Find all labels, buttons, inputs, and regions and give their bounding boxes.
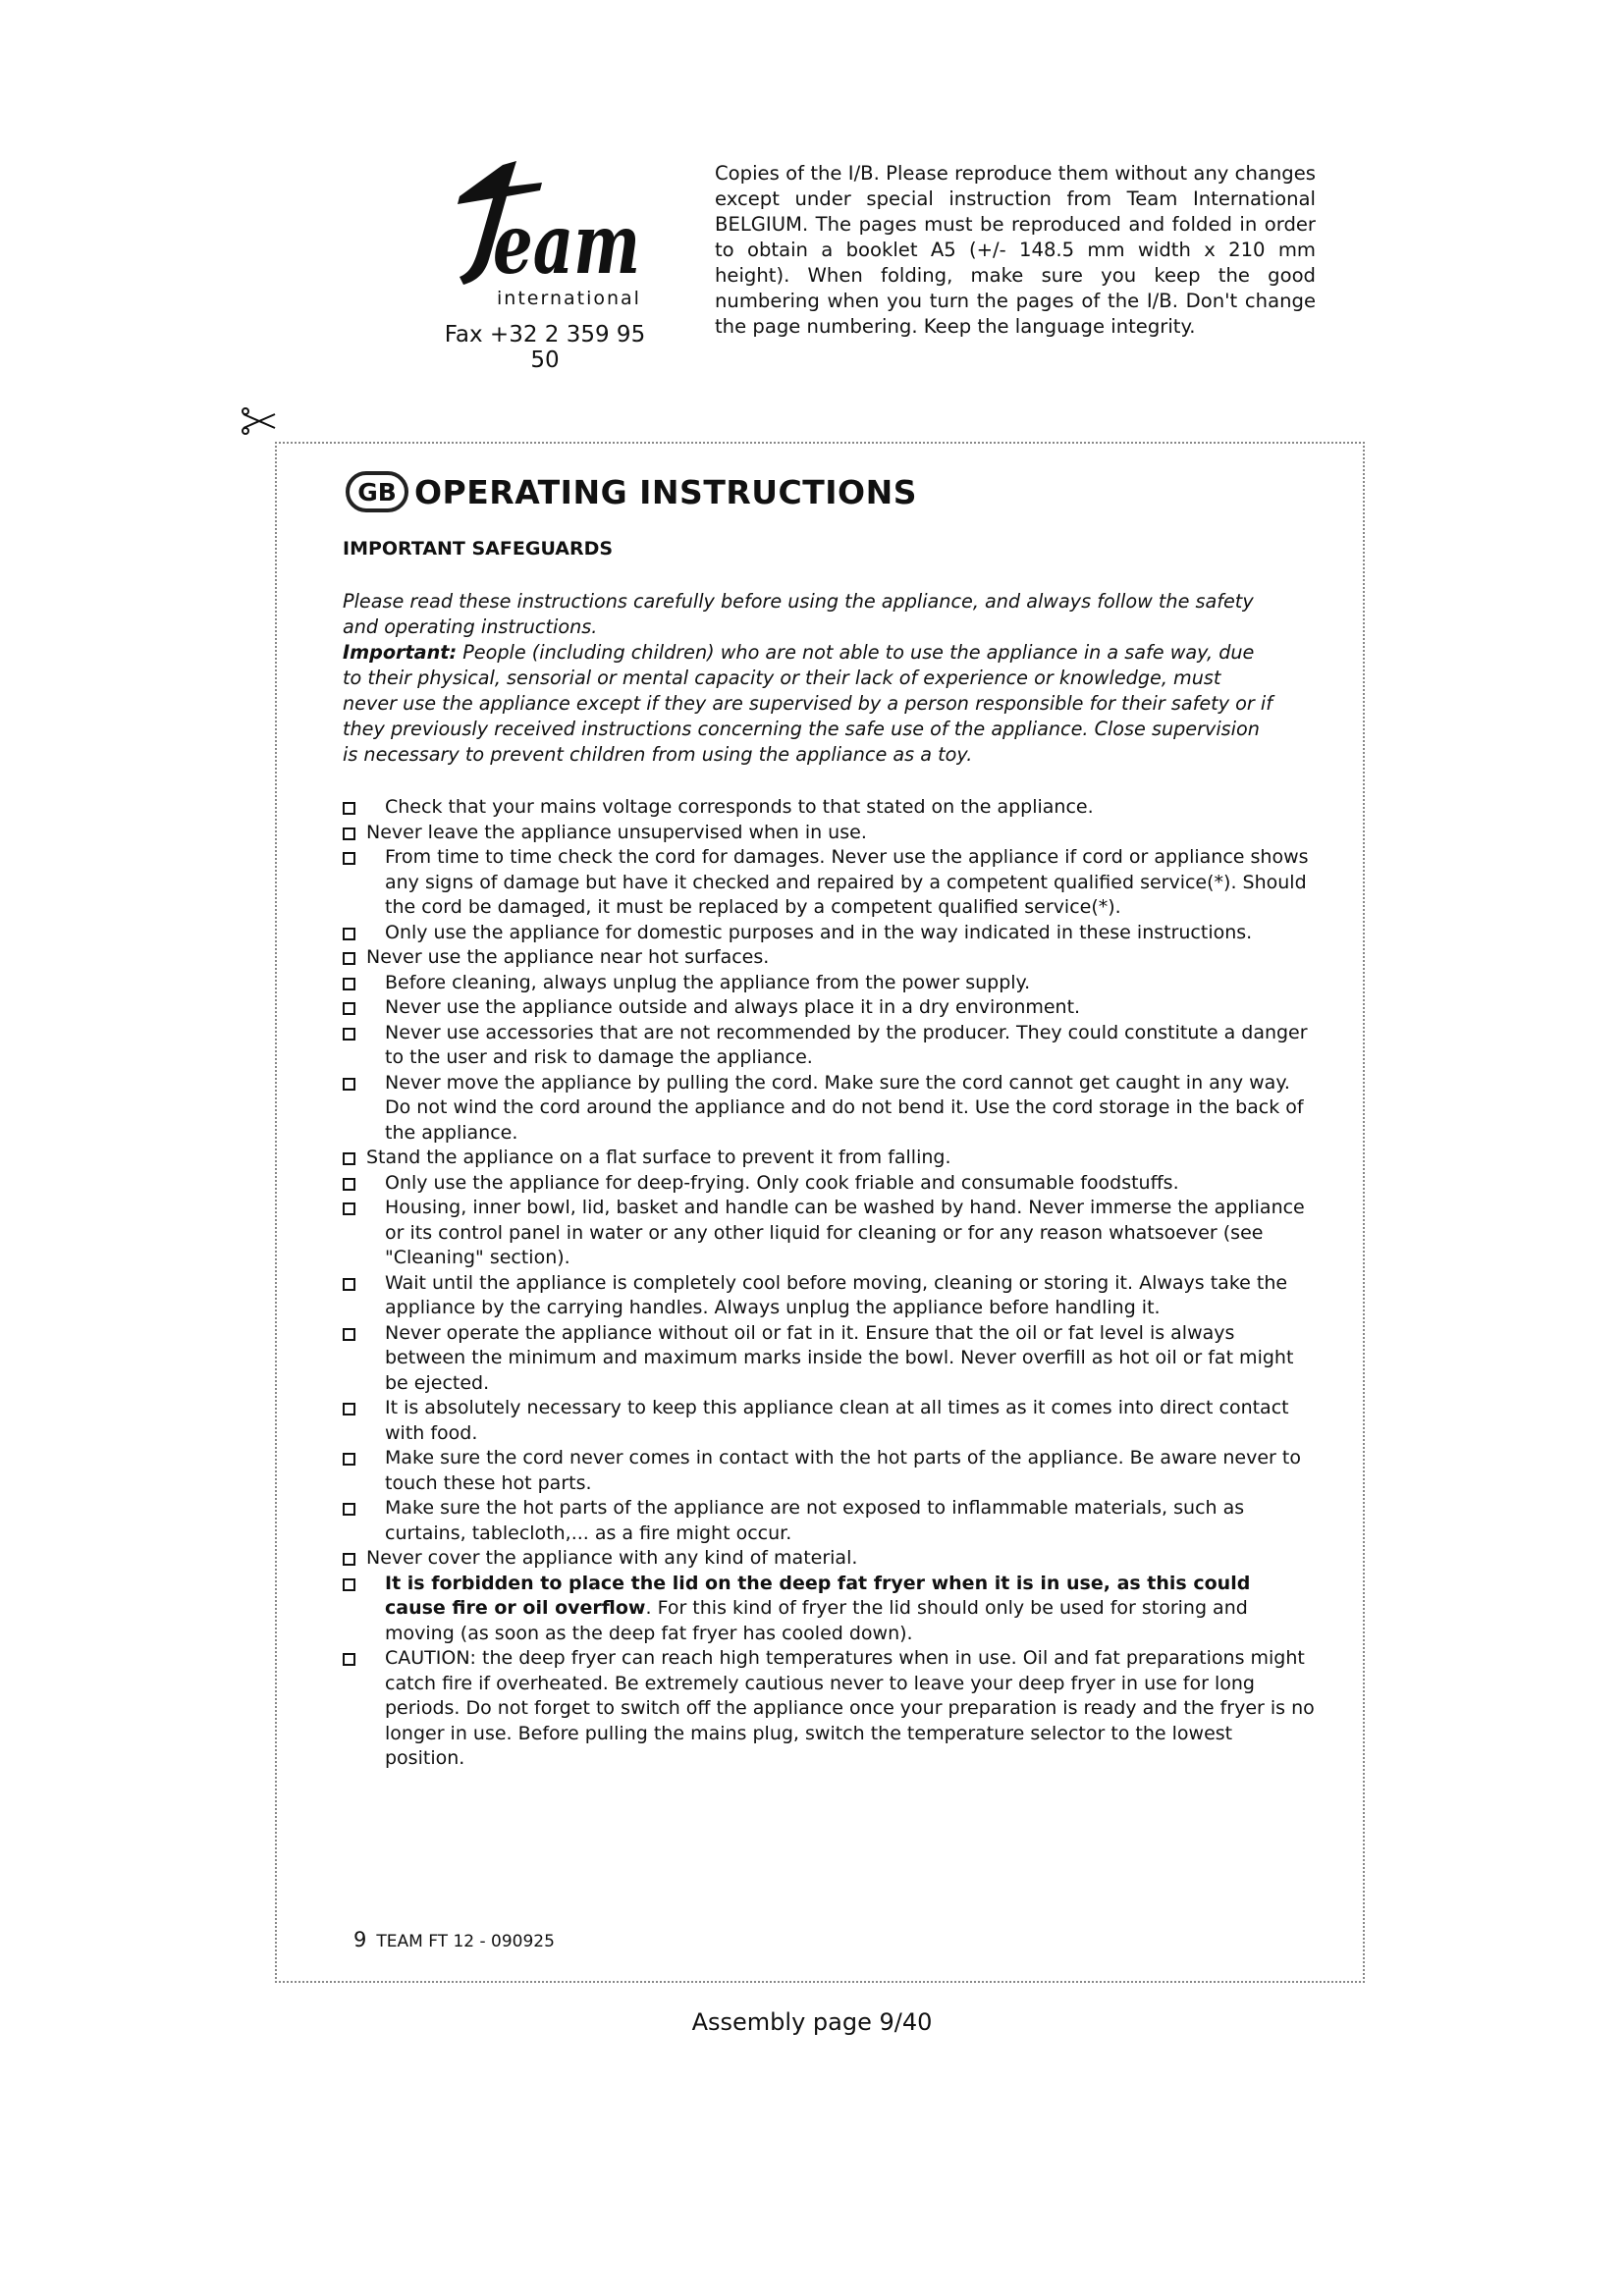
checkbox-bullet-icon xyxy=(343,1553,355,1566)
checkbox-bullet-icon xyxy=(343,1202,355,1215)
checkbox-bullet-icon xyxy=(343,802,355,815)
copies-note: Copies of the I/B. Please reproduce them without any changes except under special instruction from Team International BELGIUM. The pages must be reproduced and folded in order to obtain a booklet A5 (+/- 148.5 mm width x 210 mm height). When folding, make sure you keep the good numbering when you turn the pages of the I/B. Don't change the page numbering. Keep the language integrity. xyxy=(715,162,1316,338)
checkbox-bullet-icon xyxy=(343,1028,355,1041)
list-item: Never use accessories that are not recommended by the producer. They could constitute a danger to the user and risk to damage the appliance. xyxy=(343,1021,1315,1071)
list-item: Stand the appliance on a flat surface to prevent it from falling. xyxy=(343,1146,1315,1171)
important-paragraph xyxy=(343,640,1275,768)
lid-warning-item xyxy=(343,1572,1315,1647)
list-item: Check that your mains voltage corresponds to that stated on the appliance. xyxy=(343,795,1315,821)
list-item: Make sure the cord never comes in contact with the hot parts of the appliance. Be aware never to touch these hot parts. xyxy=(343,1446,1315,1496)
list-item: It is absolutely necessary to keep this appliance clean at all times as it comes into direct contact with food. xyxy=(343,1396,1315,1446)
safeguards-list xyxy=(343,795,1315,1772)
caution-item: CAUTION: the deep fryer can reach high temperatures when in use. Oil and fat preparations might catch fire if overheated. Be extremely cautious never to leave your deep fryer in use for long periods. Do not forget to switch off the appliance once your preparation is ready and the fryer is no longer in use. Before pulling the mains plug, switch the temperature selector to the lowest position. xyxy=(343,1646,1315,1772)
logo-subtitle: international xyxy=(497,288,641,309)
checkbox-bullet-icon xyxy=(343,952,355,965)
list-item: Never leave the appliance unsupervised when in use. xyxy=(343,821,1315,846)
list-item: Only use the appliance for deep-frying. Only cook friable and consumable foodstuffs. xyxy=(343,1171,1315,1197)
checkbox-bullet-icon xyxy=(343,978,355,990)
lid-warning-rest: . For this kind of fryer the lid should only be used for storing and moving (as soon as the deep fat fryer has cooled down). xyxy=(385,1597,1248,1644)
page-title: OPERATING INSTRUCTIONS xyxy=(414,472,917,511)
intro-paragraph xyxy=(343,589,1275,768)
lid-warning-bold: It is forbidden to place the lid on the deep fat fryer when it is in use, as this could cause fire or oil overflow xyxy=(385,1572,1251,1619)
list-item: Never move the appliance by pulling the cord. Make sure the cord cannot get caught in any way. Do not wind the cord around the appliance and do not bend it. Use the cord storage in the back of the appliance. xyxy=(343,1071,1315,1147)
checkbox-bullet-icon xyxy=(343,1653,355,1666)
checkbox-bullet-icon xyxy=(343,1328,355,1341)
list-item: Wait until the appliance is completely cool before moving, cleaning or storing it. Always take the appliance by the carrying handles. Always unplug the appliance before handling it. xyxy=(343,1271,1315,1321)
page-footer xyxy=(353,1928,555,1951)
checkbox-bullet-icon xyxy=(343,852,355,865)
checkbox-bullet-icon xyxy=(343,1278,355,1291)
team-international-logo xyxy=(432,157,648,314)
section-title xyxy=(346,467,917,516)
scissors-icon xyxy=(240,406,279,436)
list-item: Housing, inner bowl, lid, basket and handle can be washed by hand. Never immerse the appliance or its control panel in water or any other liquid for cleaning or for any reason whatsoever (see "Cleaning" section). xyxy=(343,1196,1315,1271)
list-item: Before cleaning, always unplug the appliance from the power supply. xyxy=(343,971,1315,996)
safeguards-heading: IMPORTANT SAFEGUARDS xyxy=(343,538,614,560)
checkbox-bullet-icon xyxy=(343,928,355,940)
checkbox-bullet-icon xyxy=(343,1503,355,1516)
list-item: Never use the appliance outside and always place it in a dry environment. xyxy=(343,995,1315,1021)
list-item: Only use the appliance for domestic purposes and in the way indicated in these instructions. xyxy=(343,921,1315,946)
assembly-page-label: Assembly page 9/40 xyxy=(691,2008,933,2036)
checkbox-bullet-icon xyxy=(343,1178,355,1191)
checkbox-bullet-icon xyxy=(343,1403,355,1415)
model-code: TEAM FT 12 - 090925 xyxy=(376,1932,555,1951)
gb-badge: GB xyxy=(346,471,408,512)
checkbox-bullet-icon xyxy=(343,1152,355,1165)
important-label: Important: xyxy=(343,641,458,664)
checkbox-bullet-icon xyxy=(343,1078,355,1091)
list-item: From time to time check the cord for damages. Never use the appliance if cord or appliance shows any signs of damage but have it checked and repaired by a competent qualified service(*). Should the cord be damaged, it must be replaced by a competent qualified service(*). xyxy=(343,845,1315,921)
page-number: 9 xyxy=(353,1928,367,1951)
checkbox-bullet-icon xyxy=(343,1453,355,1466)
list-item: Never cover the appliance with any kind of material. xyxy=(343,1546,1315,1572)
checkbox-bullet-icon xyxy=(343,828,355,840)
fax-number: Fax +32 2 359 95 50 xyxy=(444,322,646,373)
list-item: Never use the appliance near hot surfaces. xyxy=(343,945,1315,971)
svg-text:eam: eam xyxy=(493,195,640,293)
list-item: Never operate the appliance without oil or fat in it. Ensure that the oil or fat level is always between the minimum and maximum marks inside the bowl. Never overfill as hot oil or fat might be ejected. xyxy=(343,1321,1315,1397)
important-text: People (including children) who are not able to use the appliance in a safe way, due to their physical, sensorial or mental capacity or their lack of experience or knowledge, must never use the appliance except if they are supervised by a person responsible for their safety or if they previously received instructions concerning the safe use of the appliance. Close supervision is necessary to prevent children from using the appliance as a toy. xyxy=(343,641,1272,766)
intro-text: Please read these instructions carefully before using the appliance, and always follow the safety and operating instructions. xyxy=(343,590,1254,638)
checkbox-bullet-icon xyxy=(343,1578,355,1591)
checkbox-bullet-icon xyxy=(343,1002,355,1015)
list-item: Make sure the hot parts of the appliance are not exposed to inflammable materials, such as curtains, tablecloth,... as a fire might occur. xyxy=(343,1496,1315,1546)
